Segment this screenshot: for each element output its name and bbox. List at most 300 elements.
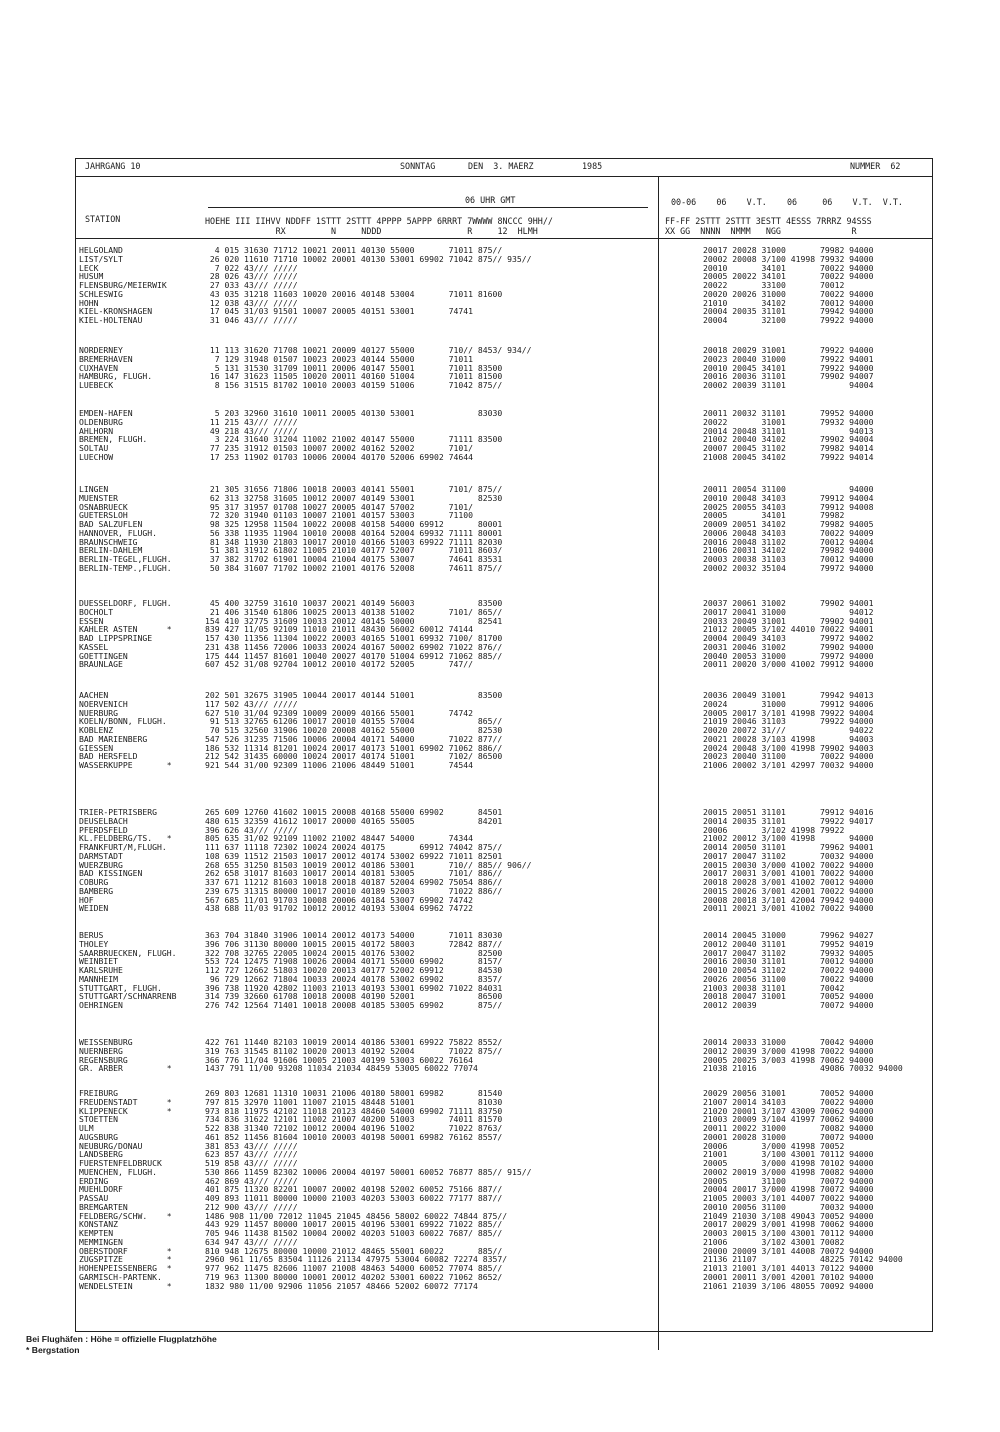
- summary-values: 20006 3/000 41998 70052: [703, 1140, 845, 1151]
- station-name: OLDENBURG: [79, 416, 123, 427]
- observation-values: 112 727 12662 51803 10020 20013 40177 52002 69912 84530: [205, 965, 503, 975]
- summary-values: 20021 20028 3/103 41998 94003: [703, 733, 874, 744]
- station-name: LECK: [79, 262, 99, 273]
- summary-values: 20017 20047 31102 79932 94005: [703, 947, 874, 958]
- station-name: FLENSBURG/MEIERWIK: [79, 280, 167, 290]
- summary-values: 20001 20011 3/001 42001 70102 94000: [703, 1271, 874, 1282]
- station-name: MUEHLDORF: [79, 1184, 123, 1195]
- station-name: BAD SALZUFLEN: [79, 519, 143, 529]
- table-row: [75, 453, 933, 462]
- station-name: PFERDSFELD: [79, 824, 128, 835]
- observation-values: 567 685 11/01 91703 10008 20006 40184 53007 69902 74742: [205, 894, 474, 905]
- station-group: [75, 599, 933, 669]
- summary-values: 20004 32100 79922 94000: [703, 315, 874, 325]
- station-name: KLIPPENECK *: [79, 1105, 172, 1116]
- header-rule: [75, 176, 933, 177]
- observation-values: 108 639 11512 21503 10017 20012 40174 53002 69922 71011 82501: [205, 850, 503, 861]
- observation-values: 212 542 31435 60000 10024 20017 40174 51001 7102/ 86500: [205, 751, 503, 762]
- bottom-rule: [75, 1331, 933, 1332]
- observation-values: 157 430 11356 11304 10022 20003 40165 51001 69932 7100/ 81700: [205, 633, 503, 643]
- date-label: DEN 3. MAERZ: [468, 161, 534, 171]
- observation-values: 212 900 43/// /////: [205, 1201, 298, 1212]
- summary-values: 21008 20045 34102 79922 94014: [703, 451, 874, 462]
- observation-values: 461 852 11456 81604 10010 20003 40198 50001 69982 76162 8557/: [205, 1131, 503, 1142]
- station-name: BAD HERSFELD: [79, 751, 138, 762]
- observation-values: 81 348 11930 21803 10017 20010 40166 51003 69922 71111 82030: [205, 536, 503, 547]
- summary-values: 20040 20053 31000 79972 94000: [703, 650, 874, 661]
- station-name: COBURG: [79, 877, 109, 887]
- station-name: HUSUM: [79, 271, 104, 282]
- observation-values: 21 305 31656 71806 10018 20003 40141 55001 7101/ 875//: [205, 484, 503, 494]
- observation-values: 719 963 11300 80000 10001 20012 40202 53001 60022 71062 8652/: [205, 1271, 503, 1282]
- summary-values: 20025 20055 34103 79912 94008: [703, 501, 874, 512]
- observation-values: 627 510 31/04 92309 10009 20009 40166 55001 74742: [205, 707, 474, 718]
- summary-values: 20012 20039 70072 94000: [703, 1000, 874, 1010]
- table-row: [75, 660, 933, 669]
- summary-values: 20004 20035 31101 79942 94000: [703, 306, 874, 317]
- summary-values: 20033 20049 31001 79902 94001: [703, 615, 874, 626]
- observation-values: 381 853 43/// /////: [205, 1140, 298, 1151]
- summary-values: 20018 20028 3/001 41002 70012 94000: [703, 877, 874, 887]
- observation-values: 547 526 31235 71506 10006 20004 40171 54000 71022 877//: [205, 733, 503, 744]
- observation-values: 797 815 32970 11001 11007 21015 48448 51001 81030: [205, 1096, 503, 1107]
- observation-values: 319 763 31545 81102 10020 20013 40192 52004 71022 875//: [205, 1045, 503, 1056]
- station-name: HAMBURG, FLUGH.: [79, 371, 153, 382]
- year-label: 1985: [582, 161, 603, 171]
- table-row: [75, 381, 933, 390]
- table-row: [75, 316, 933, 325]
- observation-values: 27 033 43/// /////: [205, 280, 298, 290]
- station-name: NEUBURG/DONAU: [79, 1140, 143, 1151]
- summary-values: 20002 20039 31101 94004: [703, 380, 874, 390]
- station-name: FRANKFURT/M,FLUGH.: [79, 842, 167, 852]
- table-row: [75, 904, 933, 913]
- station-name: KEMPTEN: [79, 1228, 114, 1238]
- summary-values: 20008 20018 3/101 42004 79942 94000: [703, 894, 874, 905]
- summary-values: 21019 20046 31103 79922 94000: [703, 716, 874, 727]
- station-name: DEUSELBACH: [79, 815, 128, 826]
- summary-values: 20006 3/102 41998 79922: [703, 824, 845, 835]
- summary-values: 20029 20056 31001 70052 94000: [703, 1088, 874, 1098]
- station-name: KOBLENZ: [79, 725, 114, 735]
- station-name: HOHN: [79, 297, 99, 308]
- table-row: [75, 761, 933, 770]
- summary-values: 20007 20045 31102 79982 94014: [703, 443, 874, 453]
- station-name: BREMGARTEN: [79, 1201, 128, 1212]
- station-name: ZUGSPITZE *: [79, 1254, 172, 1265]
- observation-values: 262 658 31017 81603 10017 20014 40181 53005 7101/ 886//: [205, 868, 503, 879]
- observation-values: 37 382 31702 61901 10004 21004 40175 53007 74641 83531: [205, 554, 503, 564]
- observation-values: 31 046 43/// /////: [205, 315, 298, 325]
- observation-values: 839 427 11/05 92109 11010 21011 48430 56002 60012 74144: [205, 624, 474, 635]
- station-group: [75, 1038, 933, 1073]
- station-name: NUERBURG: [79, 707, 118, 718]
- observation-values: 3 224 31640 31204 11002 21002 40147 55000 71111 83500: [205, 434, 503, 445]
- observation-values: 396 626 43/// /////: [205, 824, 298, 835]
- station-name: STOETTEN: [79, 1114, 118, 1125]
- observation-values: 231 438 11456 72006 10033 20024 40167 50002 69902 71022 876//: [205, 641, 503, 652]
- summary-values: 20010 20056 31100 70032 94000: [703, 1201, 874, 1212]
- observation-values: 269 803 12681 11310 10031 21006 40180 58001 69982 81540: [205, 1088, 503, 1098]
- observation-values: 553 724 12475 71908 10026 20004 40171 55000 69902 8157/: [205, 956, 503, 967]
- summary-values: 20002 20032 35104 79972 94000: [703, 562, 874, 573]
- station-name: MANNHEIM: [79, 973, 118, 984]
- footnote-airports: Bei Flughäfen : Höhe = offizielle Flugplatzhöhe: [26, 1334, 217, 1344]
- observation-values: 5 203 32960 31610 10011 20005 40130 53001 83030: [205, 408, 503, 418]
- summary-values: 20005 20017 3/101 41998 79922 94004: [703, 707, 874, 718]
- summary-values: 20011 20022 31000 70082 94000: [703, 1123, 874, 1133]
- station-name: GOETTINGEN: [79, 650, 128, 661]
- summary-values: 20011 20032 31101 79952 94000: [703, 408, 874, 418]
- summary-values: 20014 20033 31000 70042 94000: [703, 1037, 874, 1047]
- observation-values: 8 156 31515 81702 10010 20003 40159 51006 71042 875//: [205, 380, 503, 390]
- observation-values: 28 026 43/// /////: [205, 271, 298, 282]
- observation-values: 7 022 43/// /////: [205, 262, 298, 273]
- observation-values: 396 706 31130 80000 10015 20015 40172 58003 72842 887//: [205, 938, 503, 949]
- summary-values: 20004 20017 3/000 41998 70072 94000: [703, 1184, 874, 1195]
- station-name: WASSERKUPPE *: [79, 760, 172, 770]
- observation-values: 11 113 31620 71708 10021 20009 40127 55000 710// 8453/ 934//: [205, 345, 532, 355]
- summary-values: 20011 20020 3/000 41002 79912 94000: [703, 659, 874, 670]
- station-name: MEMMINGEN: [79, 1236, 123, 1247]
- observation-values: 51 381 31912 61802 11005 21010 40177 52007 71011 8603/: [205, 545, 503, 556]
- observation-values: 11 215 43/// /////: [205, 416, 298, 427]
- summary-values: 20036 20049 31001 79942 94013: [703, 690, 874, 700]
- summary-values: 20005 20022 34101 70022 94000: [703, 271, 874, 282]
- station-group: [75, 246, 933, 325]
- summary-values: 20005 31100 70072 94000: [703, 1175, 874, 1186]
- station-group: [75, 691, 933, 770]
- summary-values: 20026 20056 31100 70022 94000: [703, 973, 874, 984]
- summary-values: 21006 20002 3/101 42997 70032 94000: [703, 760, 874, 770]
- observation-values: 480 615 32359 41612 10017 20000 40165 55005 84201: [205, 815, 503, 826]
- summary-values: 21003 20009 3/104 41997 70062 94000: [703, 1114, 874, 1125]
- summary-values: 20006 20048 34103 70022 94009: [703, 527, 874, 538]
- footnote-mountain-station: * Bergstation: [26, 1345, 80, 1355]
- observation-values: 396 738 11920 42802 11003 21013 40193 53001 69902 71022 84031: [205, 982, 503, 993]
- station-name: AACHEN: [79, 690, 109, 700]
- observation-values: 401 875 11320 82201 10007 20002 40198 52002 60052 75166 887//: [205, 1184, 503, 1195]
- observation-values: 17 045 31/03 91501 10007 20005 40151 53001 74741: [205, 306, 474, 317]
- observation-values: 26 020 11610 71710 10002 20001 40130 53001 69902 71042 875// 935//: [205, 253, 532, 264]
- station-name: WEIDEN: [79, 903, 109, 914]
- station-name: LINGEN: [79, 484, 109, 494]
- station-name: SCHLESWIG: [79, 288, 123, 299]
- station-name: GARMISCH-PARTENK.: [79, 1271, 162, 1282]
- summary-values: 21006 20031 34102 79982 94000: [703, 545, 874, 556]
- observation-values: 16 147 31623 11505 10020 20011 40160 51004 71011 81500: [205, 371, 503, 382]
- observation-values: 98 325 12958 11504 10022 20008 40158 54000 69912 80001: [205, 519, 503, 529]
- station-name: WUERZBURG: [79, 859, 123, 870]
- station-group: [75, 1089, 933, 1290]
- station-name: LIST/SYLT: [79, 253, 123, 264]
- observation-values: 322 708 32765 22005 10024 20015 40176 53002 82500: [205, 947, 503, 958]
- station-name: GIESSEN: [79, 742, 114, 753]
- table-row: [75, 564, 933, 573]
- observation-values: 7 129 31948 01507 10023 20023 40144 55000 71011: [205, 353, 474, 364]
- station-name: STUTTGART, FLUGH.: [79, 982, 162, 993]
- summary-values: 20020 20072 31/// 94022: [703, 725, 874, 735]
- station-name: NUERNBERG: [79, 1045, 123, 1056]
- summary-values: 20010 20048 34103 79912 94004: [703, 492, 874, 503]
- observation-values: 366 776 11/04 91606 10005 21003 40199 53003 60022 76164: [205, 1054, 474, 1065]
- station-name: EMDEN-HAFEN: [79, 408, 133, 418]
- observation-values: 5 131 31530 31709 10011 20006 40147 55001 71011 83500: [205, 362, 503, 373]
- station-name: DARMSTADT: [79, 850, 123, 861]
- summary-values: 20015 20030 3/000 41002 70022 94000: [703, 859, 874, 870]
- observation-values: 810 948 12675 80000 10000 21012 48465 55001 60022 885//: [205, 1245, 503, 1256]
- station-name: FREIBURG: [79, 1088, 118, 1098]
- observation-values: 117 502 43/// /////: [205, 698, 298, 709]
- observation-values: 462 869 43/// /////: [205, 1175, 298, 1186]
- summary-values: 20004 20049 34103 79972 94002: [703, 633, 874, 643]
- summary-values: 20023 20040 31000 79922 94001: [703, 353, 874, 364]
- station-name: BAD MARIENBERG: [79, 733, 148, 744]
- summary-values: 21013 21001 3/101 44013 70122 94000: [703, 1263, 874, 1273]
- station-name: MUENCHEN, FLUGH.: [79, 1166, 157, 1177]
- observation-values: 17 253 11902 01703 10006 20004 40170 52006 69902 74644: [205, 451, 474, 462]
- observation-values: 1486 908 11/00 72012 11045 21045 48456 58002 60022 74844 875//: [205, 1210, 508, 1221]
- summary-values: 20003 20015 3/100 43001 70112 94000: [703, 1228, 874, 1238]
- column-header-rule: [75, 238, 933, 239]
- observation-values: 2960 961 11/65 83504 11126 21134 47975 53004 60082 72274 8357/: [205, 1254, 508, 1265]
- summary-values: 20010 20054 31102 70022 94000: [703, 965, 874, 975]
- station-group: [75, 409, 933, 462]
- right-column-subheaders: XX GG NNNN NMMM NGG R: [665, 226, 857, 236]
- summary-values: 20024 31000 79912 94006: [703, 698, 874, 709]
- middle-column-subheaders: RX N NDDD R 12 HLMH: [205, 226, 538, 236]
- station-name: OBERSTDORF *: [79, 1245, 172, 1256]
- station-name: NOERVENICH: [79, 698, 128, 709]
- observation-values: 337 671 11212 81603 10018 20018 40187 52004 69902 75054 886//: [205, 877, 503, 887]
- middle-column-headers: HOEHE III IIHVV NDDFF 1STTT 2STTT 4PPPP 5APPP 6RRRT 7WWWW 8NCCC 9HH//: [205, 216, 553, 226]
- observation-values: 623 857 43/// /////: [205, 1149, 298, 1160]
- station-name: LANDSBERG: [79, 1149, 123, 1160]
- station-group: [75, 346, 933, 390]
- observation-values: 91 513 32765 61206 10017 20010 40155 57004 865//: [205, 716, 503, 727]
- summary-values: 20002 20008 3/100 41998 79932 94000: [703, 253, 874, 264]
- observation-values: 530 866 11459 82302 10006 20004 40197 50001 60052 76877 885// 915//: [205, 1166, 532, 1177]
- table-row: [75, 1001, 933, 1010]
- observation-values: 443 929 11457 80000 10017 20015 40196 53001 69922 71022 885//: [205, 1219, 503, 1230]
- summary-values: 21136 21107 48225 70142 94000: [703, 1254, 903, 1265]
- station-group: [75, 808, 933, 913]
- station-name: HOF: [79, 894, 94, 905]
- station-name: GR. ARBER *: [79, 1063, 172, 1074]
- station-name: THOLEY: [79, 938, 109, 949]
- station-name: KONSTANZ: [79, 1219, 118, 1230]
- station-name: FUERSTENFELDBRUCK: [79, 1158, 162, 1168]
- summary-values: 21006 3/102 43001 70082: [703, 1236, 845, 1247]
- observation-values: 705 946 11438 81502 10004 20002 40203 51003 60022 7687/ 885//: [205, 1228, 503, 1238]
- observation-values: 56 338 11935 11904 10010 20008 40164 52004 69932 71111 80001: [205, 527, 503, 538]
- station-name: BAD KISSINGEN: [79, 868, 143, 879]
- observation-values: 45 400 32759 31610 10037 20021 40149 56003 83500: [205, 598, 503, 608]
- station-name: TRIER-PETRISBERG: [79, 807, 157, 817]
- summary-values: 20022 31001 79932 94000: [703, 416, 874, 427]
- observation-values: 607 452 31/08 92704 10012 20010 40172 52005 747//: [205, 659, 474, 670]
- observation-values: 77 235 31912 01503 10007 20002 40162 52002 7101/: [205, 443, 474, 453]
- summary-values: 20012 20040 31101 79952 94019: [703, 938, 874, 949]
- station-name: PASSAU: [79, 1193, 109, 1203]
- station-name: KAHLER ASTEN *: [79, 624, 172, 635]
- summary-values: 21038 21016 49086 70032 94000: [703, 1063, 903, 1074]
- summary-values: 21049 21030 3/108 49043 70052 94000: [703, 1210, 874, 1221]
- table-row: [75, 1064, 933, 1073]
- station-name: BREMERHAVEN: [79, 353, 133, 364]
- observation-values: 62 313 32758 31605 10012 20007 40149 53001 82530: [205, 492, 503, 503]
- station-name: BAMBERG: [79, 885, 114, 896]
- observation-values: 239 675 31315 80000 10017 20010 40189 52003 71022 886//: [205, 885, 503, 896]
- summary-values: 20015 20026 3/001 42001 70022 94000: [703, 885, 874, 896]
- summary-values: 20012 20039 3/000 41998 70022 94000: [703, 1045, 874, 1056]
- summary-values: 20003 20038 31103 70012 94000: [703, 554, 874, 564]
- station-name: ESSEN: [79, 615, 104, 626]
- summary-values: 20018 20029 31001 79922 94000: [703, 345, 874, 355]
- summary-values: 20022 33100 70012: [703, 280, 845, 290]
- observation-values: 438 688 11/03 91702 10012 20012 40193 53004 69962 74722: [205, 903, 474, 914]
- station-name: FREUDENSTADT *: [79, 1096, 172, 1107]
- observation-values: 921 544 31/00 92309 11006 21006 48449 51001 74544: [205, 760, 474, 770]
- summary-values: 21003 20038 31101 70042: [703, 982, 845, 993]
- station-name: HELGOLAND: [79, 245, 123, 255]
- station-name: STUTTGART/SCHNARRENB: [79, 991, 177, 1002]
- summary-values: 20014 20035 31101 79922 94017: [703, 815, 874, 826]
- top-rule: [75, 158, 933, 159]
- summary-values: 20011 20021 3/001 41002 70022 94000: [703, 903, 874, 914]
- summary-values: 20016 20048 31102 70012 94004: [703, 536, 874, 547]
- table-row: [75, 1282, 933, 1291]
- station-name: AHLHORN: [79, 425, 114, 436]
- summary-values: 20017 20047 31102 70032 94000: [703, 850, 874, 861]
- station-name: KASSEL: [79, 641, 109, 652]
- station-name: DUESSELDORF, FLUGH.: [79, 598, 172, 608]
- right-column-headers: FF-FF 2STTT 2STTT 3ESTT 4ESSS 7RRRZ 94SSS: [665, 216, 872, 226]
- station-name: KL.FELDBERG/TS. *: [79, 833, 172, 844]
- station-group: [75, 931, 933, 1010]
- observation-values: 805 635 31/02 92109 11002 21002 48447 54000 74344: [205, 833, 474, 844]
- observation-values: 268 655 31250 81503 10019 20012 40186 53001 710// 885// 906//: [205, 859, 532, 870]
- station-name: LUECHOW: [79, 451, 114, 462]
- station-name: OEHRINGEN: [79, 1000, 123, 1010]
- station-group: [75, 485, 933, 573]
- station-name: BAD LIPPSPRINGE: [79, 633, 153, 643]
- observation-values: 72 320 31940 01103 10007 21001 40157 53003 71100: [205, 510, 474, 521]
- observation-values: 50 384 31607 71702 10002 21001 40176 52008 74611 875//: [205, 562, 503, 573]
- station-name: ULM: [79, 1123, 94, 1133]
- station-name: BRAUNSCHWEIG: [79, 536, 138, 547]
- observation-values: 202 501 32675 31905 10044 20017 40144 51001 83500: [205, 690, 503, 700]
- summary-values: 20009 20051 34102 79982 94005: [703, 519, 874, 529]
- observation-values: 973 818 11975 42102 11018 20123 48460 54000 69902 71111 83750: [205, 1105, 503, 1116]
- station-name: KOELN/BONN, FLUGH.: [79, 716, 167, 727]
- observation-values: 276 742 12564 71401 10018 20008 40185 53005 69902 875//: [205, 1000, 503, 1010]
- jahrgang-label: JAHRGANG 10: [85, 161, 141, 171]
- summary-values: 20016 20036 31101 79902 94007: [703, 371, 874, 382]
- column-group-06-utc: 06 UHR GMT: [465, 195, 516, 205]
- summary-values: 20014 20050 31101 79962 94001: [703, 842, 874, 852]
- summary-values: 21005 20003 3/101 44007 70022 94000: [703, 1193, 874, 1203]
- summary-values: 20010 20045 34101 79922 94000: [703, 362, 874, 373]
- observation-values: 265 609 12760 41602 10015 20008 40168 55000 69902 84501: [205, 807, 503, 817]
- observation-values: 186 532 11314 81201 10024 20017 40173 51001 69902 71062 886//: [205, 742, 503, 753]
- observation-values: 409 893 11011 80000 10000 21003 40203 53003 60022 77177 887//: [205, 1193, 503, 1203]
- summary-values: 20005 34101 79982: [703, 510, 845, 521]
- station-name: HOHENPEISSENBERG *: [79, 1263, 172, 1273]
- observation-values: 977 962 11475 82606 11007 21008 48463 54000 60052 77074 885//: [205, 1263, 503, 1273]
- station-name: SOLTAU: [79, 443, 109, 453]
- observation-values: 154 410 32775 31609 10033 20012 40145 50000 82541: [205, 615, 503, 626]
- observation-values: 1832 980 11/00 92906 11056 21057 48466 52002 60072 77174: [205, 1280, 478, 1291]
- station-name: BERLIN-TEMP.,FLUGH.: [79, 562, 172, 573]
- summary-values: 20000 20009 3/101 44008 70072 94000: [703, 1245, 874, 1256]
- summary-values: 20017 20031 3/001 41001 70022 94000: [703, 868, 874, 879]
- column-group-right: 00-06 06 V.T. 06 06 V.T. V.T.: [671, 197, 903, 207]
- summary-values: 20015 20051 31101 79912 94016: [703, 807, 874, 817]
- observation-values: 1437 791 11/00 93208 11034 21034 48459 53005 60022 77074: [205, 1063, 478, 1074]
- summary-values: 20005 3/000 41998 70102 94000: [703, 1158, 874, 1168]
- station-name: BRAUNLAGE: [79, 659, 123, 670]
- station-name: REGENSBURG: [79, 1054, 128, 1065]
- observation-values: 522 838 31340 72102 10012 20004 40196 51002 71022 8763/: [205, 1123, 503, 1133]
- station-name: HANNOVER, FLUGH.: [79, 527, 157, 538]
- observation-values: 21 406 31540 61806 10025 20013 40138 51002 7101/ 865//: [205, 606, 503, 617]
- column-group-rule: [208, 207, 648, 208]
- station-name: NORDERNEY: [79, 345, 123, 355]
- summary-values: 20031 20046 31002 79902 94000: [703, 641, 874, 652]
- issue-number: NUMMER 62: [850, 161, 901, 171]
- station-name: LUEBECK: [79, 380, 114, 390]
- summary-values: 20010 34101 70022 94000: [703, 262, 874, 273]
- summary-values: 21012 20005 3/102 44010 70022 94001: [703, 624, 874, 635]
- observation-values: 43 035 31218 11603 10020 20016 40148 53004 71011 81600: [205, 288, 503, 299]
- observation-values: 49 218 43/// /////: [205, 425, 298, 436]
- summary-values: 20014 20045 31000 79962 94027: [703, 930, 874, 940]
- station-name: KIEL-HOLTENAU: [79, 315, 143, 325]
- observation-values: 314 739 32660 61708 10018 20008 40190 52001 86500: [205, 991, 503, 1002]
- summary-values: 20011 20054 31100 94000: [703, 484, 874, 494]
- station-name: BERUS: [79, 930, 104, 940]
- summary-values: 20023 20040 31100 70022 94000: [703, 751, 874, 762]
- station-name: BREMEN, FLUGH.: [79, 434, 148, 445]
- observation-values: 12 038 43/// /////: [205, 297, 298, 308]
- summary-values: 20018 20047 31001 70052 94000: [703, 991, 874, 1002]
- station-name: GUETERSLOH: [79, 510, 128, 521]
- observation-values: 422 761 11440 82103 10019 20014 40186 53001 69922 75822 8552/: [205, 1037, 503, 1047]
- summary-values: 20016 20030 31101 70012 94000: [703, 956, 874, 967]
- summary-values: 20024 20048 3/100 41998 79902 94003: [703, 742, 874, 753]
- summary-values: 20017 20029 3/001 41998 70062 94000: [703, 1219, 874, 1230]
- station-name: MUENSTER: [79, 492, 118, 503]
- station-name: KIEL-KRONSHAGEN: [79, 306, 153, 317]
- summary-values: 21020 20001 3/107 43009 70062 94000: [703, 1105, 874, 1116]
- station-name: FELDBERG/SCHW. *: [79, 1210, 172, 1221]
- observation-values: 734 836 31622 12101 11002 21007 40200 51003 74011 81570: [205, 1114, 503, 1125]
- summary-values: 20037 20061 31002 79902 94001: [703, 598, 874, 608]
- observation-values: 634 947 43/// /////: [205, 1236, 298, 1247]
- summary-values: 20020 20026 31000 70022 94000: [703, 288, 874, 299]
- summary-values: 20002 20019 3/000 41998 70082 94000: [703, 1166, 874, 1177]
- station-name: ERDING: [79, 1175, 109, 1186]
- summary-values: 20014 20048 31101 94013: [703, 425, 874, 436]
- station-name: OSNABRUECK: [79, 501, 128, 512]
- summary-values: 21010 34102 70012 94000: [703, 297, 874, 308]
- station-name: BERLIN-TEGEL,FLUGH.: [79, 554, 172, 564]
- station-column-header: STATION: [85, 214, 121, 224]
- station-name: BERLIN-DAHLEM: [79, 545, 143, 556]
- summary-values: 20005 20025 3/003 41998 70062 94000: [703, 1054, 874, 1065]
- station-name: KARLSRUHE: [79, 965, 123, 975]
